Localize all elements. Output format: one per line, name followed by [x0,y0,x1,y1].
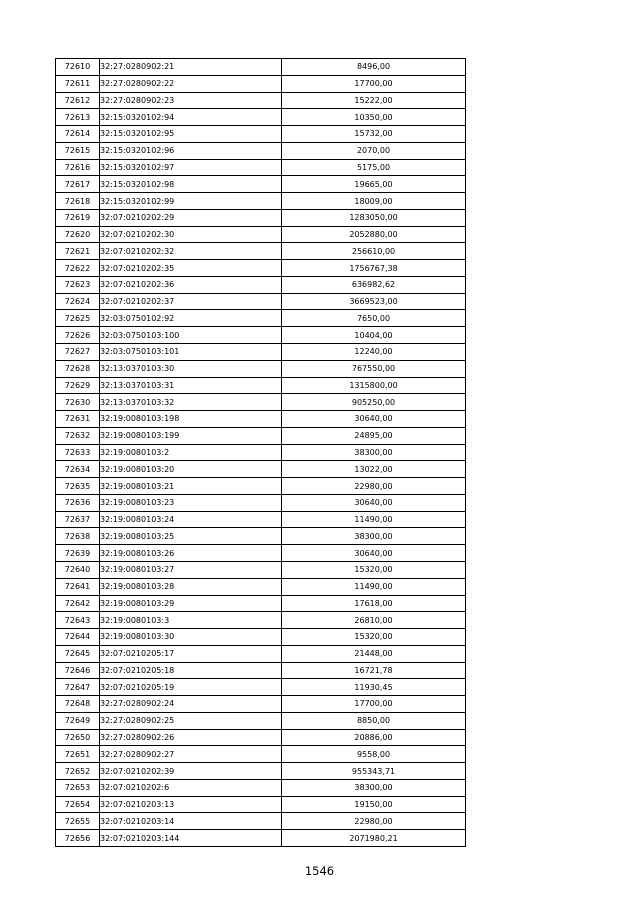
table-row [56,142,466,159]
table-row [56,293,466,310]
value-cell: 2071980,21 [282,830,466,847]
table-row [56,427,466,444]
table-row [56,511,466,528]
cadastral-number-cell: 32:07:0210202:35 [100,260,282,277]
value-cell: 15320,00 [282,629,466,646]
value-cell: 11490,00 [282,511,466,528]
table-row [56,679,466,696]
value-cell: 15320,00 [282,561,466,578]
cadastral-number-cell: 32:13:0370103:30 [100,360,282,377]
table-row [56,411,466,428]
value-cell: 24895,00 [282,427,466,444]
page-number: 1546 [304,864,335,878]
table-row [56,561,466,578]
cadastral-number-cell: 32:19:0080103:29 [100,595,282,612]
table-row [56,176,466,193]
cadastral-number-cell: 32:07:0210202:6 [100,779,282,796]
value-cell: 30640,00 [282,494,466,511]
value-cell: 15222,00 [282,92,466,109]
table-row [56,377,466,394]
row-number-cell: 72615 [56,142,100,159]
value-cell: 21448,00 [282,645,466,662]
row-number-cell: 72647 [56,679,100,696]
cadastral-number-cell: 32:07:0210205:17 [100,645,282,662]
cadastral-number-cell: 32:27:0280902:25 [100,712,282,729]
value-cell: 20886,00 [282,729,466,746]
value-cell: 22980,00 [282,813,466,830]
table-row [56,595,466,612]
value-cell: 17700,00 [282,75,466,92]
value-cell: 19150,00 [282,796,466,813]
row-number-cell: 72623 [56,276,100,293]
row-number-cell: 72641 [56,578,100,595]
table-row [56,126,466,143]
table-row [56,830,466,847]
cadastral-number-cell: 32:19:0080103:2 [100,444,282,461]
table-row [56,645,466,662]
row-number-cell: 72610 [56,59,100,76]
table-row [56,528,466,545]
value-cell: 38300,00 [282,528,466,545]
row-number-cell: 72645 [56,645,100,662]
row-number-cell: 72621 [56,243,100,260]
table-row [56,712,466,729]
table-row [56,193,466,210]
row-number-cell: 72633 [56,444,100,461]
value-cell: 11490,00 [282,578,466,595]
row-number-cell: 72618 [56,193,100,210]
table-row [56,260,466,277]
row-number-cell: 72635 [56,478,100,495]
cadastral-number-cell: 32:27:0280902:23 [100,92,282,109]
table-row [56,746,466,763]
value-cell: 17618,00 [282,595,466,612]
table-row [56,209,466,226]
row-number-cell: 72638 [56,528,100,545]
table-row [56,696,466,713]
cadastral-number-cell: 32:19:0080103:21 [100,478,282,495]
row-number-cell: 72654 [56,796,100,813]
table-row [56,729,466,746]
value-cell: 9558,00 [282,746,466,763]
cadastral-number-cell: 32:19:0080103:27 [100,561,282,578]
row-number-cell: 72643 [56,612,100,629]
cadastral-number-cell: 32:19:0080103:26 [100,545,282,562]
cadastral-number-cell: 32:03:0750102:92 [100,310,282,327]
row-number-cell: 72620 [56,226,100,243]
table-row [56,243,466,260]
table-row [56,612,466,629]
value-cell: 2052880,00 [282,226,466,243]
cadastral-number-cell: 32:19:0080103:24 [100,511,282,528]
value-cell: 38300,00 [282,444,466,461]
table-row [56,59,466,76]
table-row [56,75,466,92]
value-cell: 256610,00 [282,243,466,260]
cadastral-number-cell: 32:19:0080103:3 [100,612,282,629]
value-cell: 8850,00 [282,712,466,729]
table-row [56,813,466,830]
cadastral-number-cell: 32:07:0210202:36 [100,276,282,293]
row-number-cell: 72628 [56,360,100,377]
row-number-cell: 72612 [56,92,100,109]
table-row [56,478,466,495]
value-cell: 5175,00 [282,159,466,176]
cadastral-number-cell: 32:19:0080103:20 [100,461,282,478]
table-row [56,629,466,646]
table-row [56,662,466,679]
cadastral-number-cell: 32:07:0210205:19 [100,679,282,696]
table-row [56,226,466,243]
cadastral-number-cell: 32:15:0320102:96 [100,142,282,159]
table-row [56,796,466,813]
row-number-cell: 72652 [56,763,100,780]
value-cell: 12240,00 [282,344,466,361]
value-cell: 2070,00 [282,142,466,159]
value-cell: 26810,00 [282,612,466,629]
row-number-cell: 72653 [56,779,100,796]
value-cell: 10350,00 [282,109,466,126]
row-number-cell: 72613 [56,109,100,126]
cadastral-number-cell: 32:07:0210202:32 [100,243,282,260]
row-number-cell: 72630 [56,394,100,411]
table-row [56,109,466,126]
value-cell: 8496,00 [282,59,466,76]
value-cell: 13022,00 [282,461,466,478]
row-number-cell: 72637 [56,511,100,528]
value-cell: 38300,00 [282,779,466,796]
row-number-cell: 72616 [56,159,100,176]
value-cell: 22980,00 [282,478,466,495]
value-cell: 17700,00 [282,696,466,713]
cadastral-number-cell: 32:27:0280902:24 [100,696,282,713]
value-cell: 18009,00 [282,193,466,210]
cadastral-number-cell: 32:15:0320102:95 [100,126,282,143]
value-cell: 3669523,00 [282,293,466,310]
row-number-cell: 72629 [56,377,100,394]
cadastral-number-cell: 32:07:0210205:18 [100,662,282,679]
cadastral-number-cell: 32:07:0210202:29 [100,209,282,226]
cadastral-number-cell: 32:19:0080103:30 [100,629,282,646]
row-number-cell: 72634 [56,461,100,478]
cadastral-number-cell: 32:07:0210202:30 [100,226,282,243]
cadastral-number-cell: 32:19:0080103:28 [100,578,282,595]
cadastral-number-cell: 32:13:0370103:32 [100,394,282,411]
cadastral-number-cell: 32:19:0080103:199 [100,427,282,444]
cadastral-number-cell: 32:27:0280902:22 [100,75,282,92]
cadastral-number-cell: 32:07:0210203:144 [100,830,282,847]
row-number-cell: 72631 [56,411,100,428]
row-number-cell: 72651 [56,746,100,763]
cadastral-number-cell: 32:27:0280902:27 [100,746,282,763]
cadastral-number-cell: 32:07:0210202:39 [100,763,282,780]
row-number-cell: 72626 [56,327,100,344]
row-number-cell: 72640 [56,561,100,578]
table-row [56,578,466,595]
row-number-cell: 72655 [56,813,100,830]
value-cell: 16721,78 [282,662,466,679]
cadastral-number-cell: 32:03:0750103:101 [100,344,282,361]
cadastral-number-cell: 32:15:0320102:97 [100,159,282,176]
value-cell: 1283050,00 [282,209,466,226]
row-number-cell: 72614 [56,126,100,143]
value-cell: 1756767,38 [282,260,466,277]
cadastral-number-cell: 32:15:0320102:94 [100,109,282,126]
value-cell: 11930,45 [282,679,466,696]
row-number-cell: 72617 [56,176,100,193]
cadastral-number-cell: 32:03:0750103:100 [100,327,282,344]
row-number-cell: 72648 [56,696,100,713]
row-number-cell: 72619 [56,209,100,226]
data-table [55,58,466,847]
table-row [56,92,466,109]
table-row [56,444,466,461]
value-cell: 7650,00 [282,310,466,327]
value-cell: 19665,00 [282,176,466,193]
row-number-cell: 72622 [56,260,100,277]
row-number-cell: 72632 [56,427,100,444]
value-cell: 10404,00 [282,327,466,344]
cadastral-number-cell: 32:07:0210203:14 [100,813,282,830]
row-number-cell: 72627 [56,344,100,361]
value-cell: 955343,71 [282,763,466,780]
table-row [56,159,466,176]
value-cell: 30640,00 [282,545,466,562]
row-number-cell: 72646 [56,662,100,679]
row-number-cell: 72624 [56,293,100,310]
table-row [56,779,466,796]
cadastral-number-cell: 32:15:0320102:98 [100,176,282,193]
row-number-cell: 72644 [56,629,100,646]
table-row [56,276,466,293]
row-number-cell: 72639 [56,545,100,562]
row-number-cell: 72642 [56,595,100,612]
row-number-cell: 72650 [56,729,100,746]
table-row [56,360,466,377]
cadastral-number-cell: 32:27:0280902:21 [100,59,282,76]
row-number-cell: 72636 [56,494,100,511]
table-row [56,394,466,411]
row-number-cell: 72649 [56,712,100,729]
table-row [56,310,466,327]
value-cell: 30640,00 [282,411,466,428]
value-cell: 1315800,00 [282,377,466,394]
table-row [56,461,466,478]
cadastral-number-cell: 32:07:0210202:37 [100,293,282,310]
cadastral-number-cell: 32:27:0280902:26 [100,729,282,746]
cadastral-number-cell: 32:13:0370103:31 [100,377,282,394]
cadastral-number-cell: 32:19:0080103:23 [100,494,282,511]
value-cell: 15732,00 [282,126,466,143]
table-row [56,545,466,562]
cadastral-number-cell: 32:15:0320102:99 [100,193,282,210]
table-body [56,59,466,847]
value-cell: 905250,00 [282,394,466,411]
table-row [56,327,466,344]
value-cell: 767550,00 [282,360,466,377]
table-row [56,763,466,780]
row-number-cell: 72656 [56,830,100,847]
row-number-cell: 72625 [56,310,100,327]
cadastral-number-cell: 32:19:0080103:25 [100,528,282,545]
cadastral-number-cell: 32:07:0210203:13 [100,796,282,813]
table-row [56,344,466,361]
row-number-cell: 72611 [56,75,100,92]
value-cell: 636982,62 [282,276,466,293]
table-row [56,494,466,511]
cadastral-number-cell: 32:19:0080103:198 [100,411,282,428]
